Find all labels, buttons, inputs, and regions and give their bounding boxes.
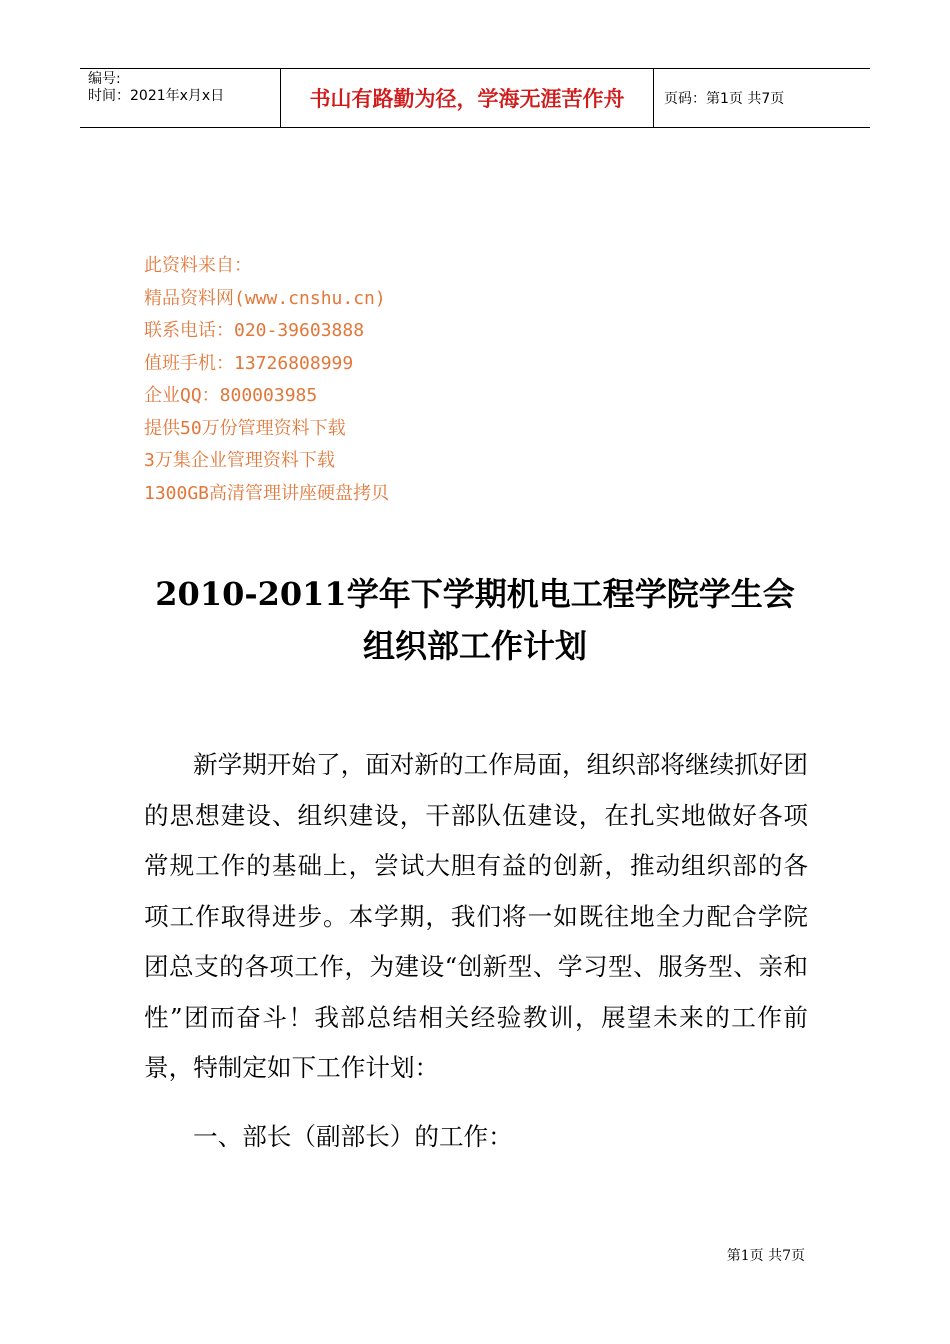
- source-line: 1300GB高清管理讲座硬盘拷贝: [144, 482, 390, 504]
- header-page-info: 页码：第1页 共7页: [664, 91, 785, 107]
- source-line: 联系电话：020-39603888: [144, 320, 365, 341]
- source-line: 企业QQ：800003985: [144, 385, 318, 406]
- source-line: 3万集企业管理资料下载: [144, 450, 335, 471]
- title-line-2: 组织部工作计划: [362, 627, 587, 665]
- source-line: 值班手机：13726808999: [144, 352, 354, 374]
- title-line-1: 2010-2011学年下学期机电工程学院学生会: [155, 575, 795, 613]
- source-line: 精品资料网(www.cnshu.cn): [144, 287, 386, 309]
- header-motto: 书山有路勤为径，学海无涯苦作舟: [281, 69, 654, 127]
- number-label: 编号:: [88, 71, 121, 87]
- page-footer: 第1页 共7页: [726, 1248, 805, 1264]
- source-info: [144, 250, 389, 510]
- source-line: 此资料来自：: [144, 255, 252, 276]
- header-meta-cell: [80, 69, 281, 127]
- time-label: 时间：2021年x月x日: [88, 88, 225, 104]
- source-line: 提供50万份管理资料下载: [144, 417, 346, 439]
- document-header: [80, 68, 870, 128]
- intro-paragraph: 新学期开始了，面对新的工作局面，组织部将继续抓好团的思想建设、组织建设，干部队伍建设，在扎实地做好各项常规工作的基础上，尝试大胆有益的创新，推动组织部的各项工作取得进步。本学期，我们将一如既往地全力配合学院团总支的各项工作，为建设“创新型、学习型、服务型、亲和性”团而奋斗！我部总结相关经验教训，展望未来的工作前景，特制定如下工作计划：: [144, 750, 808, 1082]
- document-title: [0, 568, 950, 672]
- section-heading: 一、部长（副部长）的工作：: [193, 1122, 513, 1151]
